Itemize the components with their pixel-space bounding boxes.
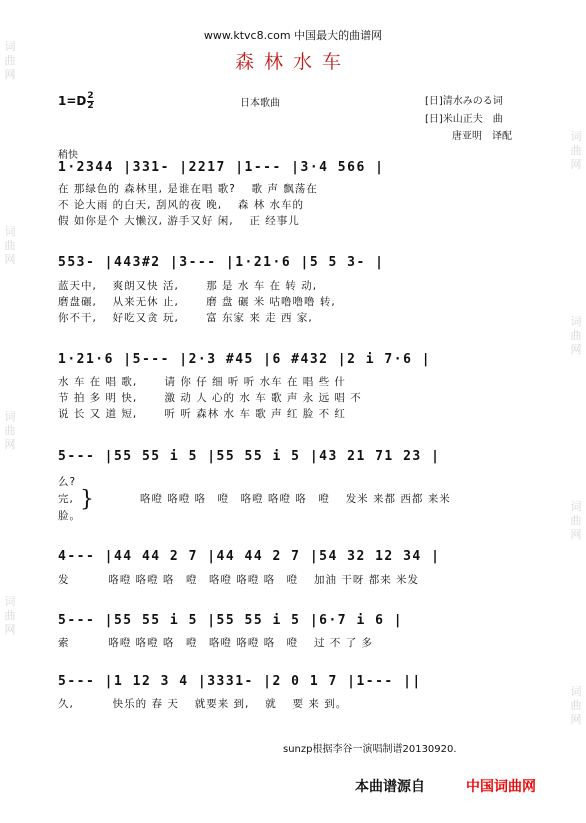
notation-line-4: 5--- |55 55 i 5 |55 55 i 5 |43 21 71 23 | [58,449,441,464]
arranger-credit: 唐亚明 译配 [452,131,512,142]
lyric-1-verse-1: 在 那绿色的 森林里, 是谁在唱 歌? 歌 声 飘荡在 [58,183,318,195]
notation-line-3: 1·21·6 |5--- |2·3 #45 |6 #432 |2 i 7·6 | [58,352,432,367]
site-header: www.ktvc8.com 中国最大的曲谱网 [203,29,383,42]
time-signature [87,92,93,111]
lyric-5: 发 咯噔 咯噔 咯 噔 咯噔 咯噔 咯 噔 加油 干呀 都来 米发 [58,574,420,586]
watermark-left-4: 词曲网 [4,595,16,636]
watermark-right-2: 词曲网 [570,315,582,356]
tempo-marking: 稍快 [58,150,78,161]
watermark-left-2: 词曲网 [4,225,16,266]
lyric-4-chorus: 咯噔 咯噔 咯 噔 咯噔 咯噔 咯 噔 发米 来都 西都 来米 [140,493,451,505]
source-label: 本曲谱源自 [355,779,425,795]
lyric-4-verse-1: 么? [58,476,77,488]
notation-line-5: 4--- |44 44 2 7 |44 44 2 7 |54 32 12 34 | [58,549,441,564]
lyric-3-verse-1: 水 车 在 唱 歌, 请 你 仔 细 听 听 水车 在 唱 些 什 [58,376,346,388]
notation-line-1: 1·2344 |331- |2217 |1--- |3·4 566 | [58,160,385,175]
lyric-1-verse-2: 不 论大雨 的白天, 刮风的夜 晚, 森 林 水车的 [58,199,305,211]
source-site-link[interactable]: 中国词曲网 [466,779,536,795]
watermark-right-1: 词曲网 [570,130,582,171]
key-signature [58,92,94,111]
transcriber-note: sunzp根据李谷一演唱制谱20130920. [283,744,457,755]
notation-line-7: 5--- |1 12 3 4 |3331- |2 0 1 7 |1--- || [58,674,422,689]
watermark-left-1: 词曲网 [4,40,16,81]
composer-credit: [日]米山正夫 曲 [425,114,503,125]
lyric-1-verse-3: 假 如你是个 大懒汉, 游手又好 闲, 正 经事儿 [58,215,300,227]
meter-top: 2 [87,91,94,101]
song-origin: 日本歌曲 [240,98,280,109]
lyric-7: 久, 快乐的 春 天 就要来 到, 就 要 来 到。 [58,698,348,710]
notation-line-6: 5--- |55 55 i 5 |55 55 i 5 |6·7 i 6 | [58,613,404,628]
lyric-3-verse-3: 说 长 又 道 短, 听 听 森林 水 车 歌 声 红 脸 不 红 [58,408,346,420]
lyric-4-verse-2: 完, [58,493,74,505]
lyric-2-verse-2: 磨盘碾, 从来无休 止, 磨 盘 碾 米 咕噜噜噜 转, [58,296,336,308]
lyric-2-verse-3: 你不干, 好吃又贪 玩, 富 东家 来 走 西 家, [58,312,313,324]
notation-line-2: 553- |443#2 |3--- |1·21·6 |5 5 3- | [58,255,385,270]
watermark-right-3: 词曲网 [570,500,582,541]
lyric-4-verse-3: 脸。 [58,510,81,522]
lyric-6: 索 咯噔 咯噔 咯 噔 咯噔 咯噔 咯 噔 过 不 了 多 [58,637,374,649]
lyricist-credit: [日]清水みのる词 [425,96,503,107]
watermark-right-4: 词曲网 [570,685,582,726]
meter-bottom: 2 [87,101,94,111]
verse-brace: } [80,487,94,512]
watermark-left-3: 词曲网 [4,410,16,451]
key-text: 1=D [58,94,87,108]
lyric-2-verse-1: 蓝天中, 爽朗又快 活, 那 是 水 车 在 转 动, [58,280,318,292]
song-title: 森林水车 [234,51,351,73]
lyric-3-verse-2: 节 拍 多 明 快, 激 动 人 心的 水 车 歌 声 永 远 唱 不 [58,392,362,404]
